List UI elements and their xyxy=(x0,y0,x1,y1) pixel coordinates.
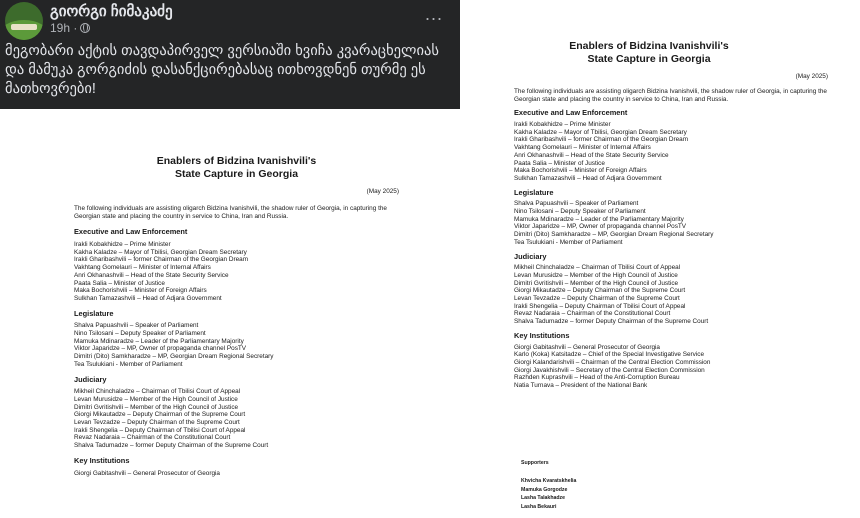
list-item: Giorgi Mikautadze – Deputy Chairman of the Supreme Court xyxy=(74,411,246,419)
section-list-legislature xyxy=(514,200,828,246)
document-title xyxy=(74,155,399,180)
list-item: Levan Murusidze – Member of the High Council of Justice xyxy=(74,395,238,403)
list-item: Irakli Gharibashvili – former Chairman of the Georgian Dream xyxy=(74,256,249,264)
list-item: Paata Salia – Minister of Justice xyxy=(74,279,165,287)
list-item: Nino Tsilosani – Deputy Speaker of Parliament xyxy=(514,208,646,216)
list-item: Dimitri Gvritishvili – Member of the High Council of Justice xyxy=(514,279,679,287)
list-item: Levan Murusidze – Member of the High Council of Justice xyxy=(514,271,678,279)
more-icon[interactable]: ... xyxy=(425,4,444,24)
document-title-line2: State Capture in Georgia xyxy=(587,52,711,65)
list-item: Giorgi Javakhishvili – Secretary of the Central Election Commission xyxy=(514,366,705,374)
list-item: Sulkhan Tamazashvili – Head of Adjara Government xyxy=(74,294,222,302)
document-image-left[interactable] xyxy=(74,155,399,484)
list-item: Irakli Shengelia – Deputy Chairman of Tbilisi Court of Appeal xyxy=(514,302,686,310)
document-title-line2: State Capture in Georgia xyxy=(174,167,299,180)
post-timestamp[interactable]: 19h · xyxy=(50,21,78,35)
section-heading-legislature: Legislature xyxy=(74,308,114,318)
list-item: Sulkhan Tamazashvili – Head of Adjara Government xyxy=(514,174,662,182)
section-list-executive xyxy=(74,241,399,303)
document-title-line1: Enablers of Bidzina Ivanishvili's xyxy=(569,40,729,52)
section-list-judiciary xyxy=(74,388,399,450)
section-heading-judiciary: Judiciary xyxy=(74,374,107,384)
list-item: Giorgi Gabitashvili – General Prosecutor of Georgia xyxy=(74,469,220,477)
document-intro: The following individuals are assisting oligarch Bidzina Ivanishvili, the shadow ruler of Georgia, in capturing the Georgian state and placing the country in service to China, Iran and Russia. xyxy=(74,204,387,220)
list-item: Maka Bochorishvili – Minister of Foreign Affairs xyxy=(514,167,647,175)
supporters-block xyxy=(521,459,576,512)
section-heading-legislature: Legislature xyxy=(514,187,554,197)
supporters-heading: Supporters xyxy=(521,460,549,466)
list-item: Dimitri Gvritishvili – Member of the High Council of Justice xyxy=(74,403,239,411)
list-item: Kakha Kaladze – Mayor of Tbilisi, Georgian Dream Secretary xyxy=(74,248,247,256)
section-list-legislature xyxy=(74,322,399,368)
facebook-post xyxy=(0,0,460,109)
list-item: Mikheil Chinchaladze – Chairman of Tbilisi Court of Appeal xyxy=(74,388,241,396)
list-item: Revaz Nadaraia – Chairman of the Constitutional Court xyxy=(74,434,231,442)
list-item: Irakli Kobakhidze – Prime Minister xyxy=(514,121,611,128)
globe-icon xyxy=(80,23,90,33)
avatar-hill-shape xyxy=(5,20,43,40)
list-item: Giorgi Kalandarishvili – Chairman of the Central Election Commission xyxy=(514,358,711,366)
list-item: Shalva Papuashvili – Speaker of Parliament xyxy=(514,200,639,208)
list-item: Anri Okhanashvili – Head of the State Security Service xyxy=(514,151,669,159)
document-date: (May 2025) xyxy=(795,73,828,81)
list-item: Mamuka Gorgodze xyxy=(521,486,568,493)
section-heading-key-institutions: Key Institutions xyxy=(514,330,570,340)
document-intro: The following individuals are assisting oligarch Bidzina Ivanishvili, the shadow ruler of Georgia, in capturing the Georgian state and placing the country in service to China, Iran and Russia. xyxy=(514,87,827,103)
avatar-banner-shape xyxy=(11,24,37,30)
section-list-key-institutions xyxy=(74,470,399,478)
document-date: (May 2025) xyxy=(366,188,399,196)
list-item: Nino Tsilosani – Deputy Speaker of Parliament xyxy=(74,330,206,338)
list-item: Shalva Tadumadze – former Deputy Chairman of the Supreme Court xyxy=(514,318,709,326)
list-item: Irakli Shengelia – Deputy Chairman of Tbilisi Court of Appeal xyxy=(74,426,246,434)
section-heading-judiciary: Judiciary xyxy=(514,251,547,261)
list-item: Levan Tevzadze – Deputy Chairman of the Supreme Court xyxy=(74,419,240,427)
list-item: Karlo (Koka) Katsitadze – Chief of the Special Investigative Service xyxy=(514,351,705,359)
list-item: Anri Okhanashvili – Head of the State Security Service xyxy=(74,271,229,279)
post-meta xyxy=(50,21,90,35)
section-list-key-institutions xyxy=(514,344,828,390)
post-author-name[interactable]: გიორგი ჩიმაკაძე xyxy=(50,3,173,20)
list-item: Levan Tevzadze – Deputy Chairman of the Supreme Court xyxy=(514,295,680,303)
list-item: Tea Tsulukiani - Member of Parliament xyxy=(514,238,623,246)
list-item: Lasha Talakhadze xyxy=(521,495,566,502)
post-text: მეგობარი აქტის თავდაპირველ ვერსიაში ხვიჩა კვარაცხელიას და მამუკა გორგიძის დასანქცირებასაც ითხოვდნენ თურმე ეს მათხოვრები! xyxy=(5,43,439,97)
avatar[interactable] xyxy=(5,2,43,40)
list-item: Giorgi Gabitashvili – General Prosecutor of Georgia xyxy=(514,343,660,351)
list-item: Khvicha Kvaratskhelia xyxy=(521,477,577,484)
list-item: Mamuka Mdinaradze – Leader of the Parliamentary Majority xyxy=(514,215,684,223)
list-item: Dimitri (Dito) Samkharadze – MP, Georgian Dream Regional Secretary xyxy=(74,353,274,361)
list-item: Kakha Kaladze – Mayor of Tbilisi, Georgian Dream Secretary xyxy=(514,128,687,136)
list-item: Natia Turnava – President of the National Bank xyxy=(514,382,648,390)
list-item: Viktor Japaridze – MP, Owner of propaganda channel PosTV xyxy=(514,223,687,231)
list-item: Razhden Kuprashvili – Head of the Anti-Corruption Bureau xyxy=(514,374,680,382)
section-list-judiciary xyxy=(514,264,828,326)
list-item: Paata Salia – Minister of Justice xyxy=(514,159,605,167)
document-image-right[interactable] xyxy=(514,40,828,396)
list-item: Viktor Japaridze – MP, Owner of propaganda channel PosTV xyxy=(74,345,247,353)
list-item: Shalva Tadumadze – former Deputy Chairman of the Supreme Court xyxy=(74,442,269,450)
section-heading-executive: Executive and Law Enforcement xyxy=(74,227,188,237)
list-item: Tea Tsulukiani - Member of Parliament xyxy=(74,360,183,368)
list-item: Giorgi Mikautadze – Deputy Chairman of the Supreme Court xyxy=(514,287,686,295)
list-item: Revaz Nadaraia – Chairman of the Constitutional Court xyxy=(514,310,671,318)
list-item: Dimitri (Dito) Samkharadze – MP, Georgian Dream Regional Secretary xyxy=(514,231,714,239)
document-title xyxy=(514,40,784,65)
list-item: Vakhtang Gomelauri – Minister of Internal Affairs xyxy=(514,144,651,152)
section-list-executive xyxy=(514,121,828,183)
document-title-line1: Enablers of Bidzina Ivanishvili's xyxy=(156,155,317,167)
list-item: Irakli Kobakhidze – Prime Minister xyxy=(74,241,171,248)
list-item: Irakli Gharibashvili – former Chairman of the Georgian Dream xyxy=(514,136,689,144)
section-heading-executive: Executive and Law Enforcement xyxy=(514,108,628,118)
section-heading-key-institutions: Key Institutions xyxy=(74,455,130,465)
list-item: Maka Bochorishvili – Minister of Foreign Affairs xyxy=(74,287,207,295)
list-item: Mikheil Chinchaladze – Chairman of Tbilisi Court of Appeal xyxy=(514,264,681,272)
list-item: Lasha Bekauri xyxy=(521,504,557,511)
list-item: Mamuka Mdinaradze – Leader of the Parliamentary Majority xyxy=(74,337,244,345)
list-item: Shalva Papuashvili – Speaker of Parliament xyxy=(74,322,199,330)
list-item: Vakhtang Gomelauri – Minister of Internal Affairs xyxy=(74,264,211,272)
